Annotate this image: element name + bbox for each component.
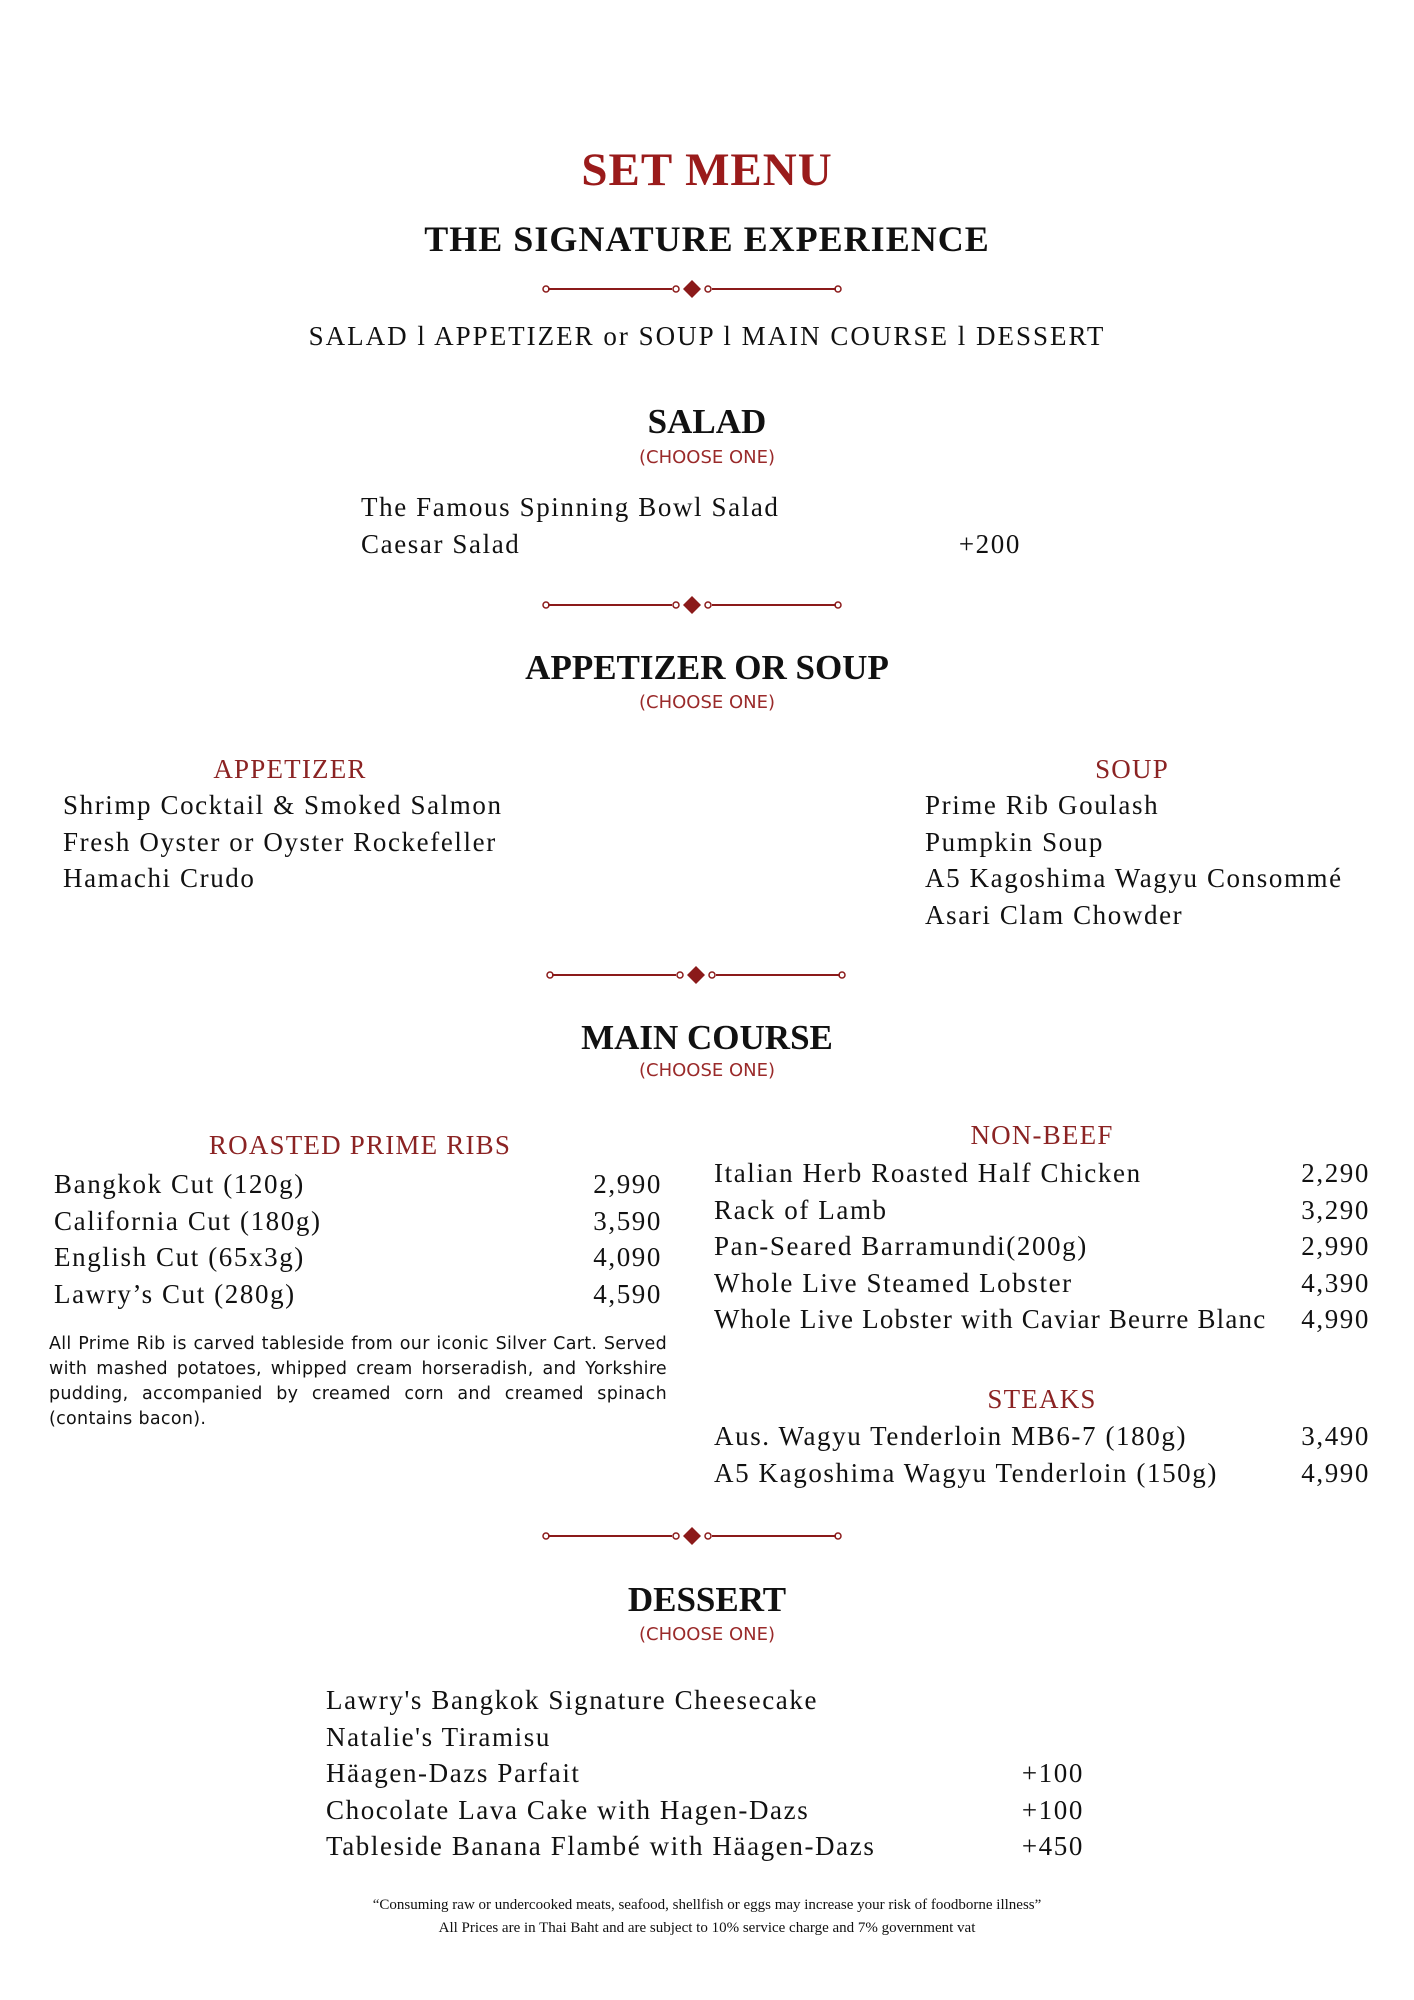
- item-name: Lawry's Bangkok Signature Cheesecake: [326, 1685, 819, 1715]
- prime-rib-note: All Prime Rib is carved tableside from our iconic Silver Cart. Served with mashed potatoes, whipped cream horseradish, and Yorkshire pudding, accompanied by creamed corn and creamed spinach (contains bacon).: [49, 1334, 667, 1429]
- appetizer-soup-heading: APPETIZER OR SOUP: [525, 648, 889, 687]
- salad-list: [361, 489, 1021, 562]
- list-item: Prime Rib Goulash: [925, 790, 1160, 820]
- item-name: Chocolate Lava Cake with Hagen-Dazs: [326, 1794, 810, 1825]
- appetizer-subheading: APPETIZER: [213, 754, 367, 784]
- list-item: [326, 1755, 1084, 1792]
- list-item: [54, 1239, 662, 1276]
- item-price: +200: [958, 528, 1021, 559]
- item-name: A5 Kagoshima Wagyu Tenderloin (150g): [714, 1457, 1218, 1488]
- list-item: Shrimp Cocktail & Smoked Salmon: [63, 790, 503, 820]
- list-item: Asari Clam Chowder: [925, 899, 1184, 930]
- salad-heading: SALAD: [647, 402, 767, 441]
- item-price: +450: [1021, 1831, 1084, 1861]
- dessert-choose-one: (CHOOSE ONE): [638, 1624, 775, 1645]
- ornament-divider-2: [542, 595, 842, 615]
- salad-choose-one: (CHOOSE ONE): [638, 447, 775, 468]
- item-price: +100: [1021, 1758, 1084, 1788]
- item-name: Natalie's Tiramisu: [326, 1721, 551, 1752]
- item-name: English Cut (65x3g): [54, 1242, 305, 1272]
- appetizer-soup-choose-one: (CHOOSE ONE): [638, 692, 775, 713]
- appetizer-list: [63, 787, 503, 897]
- item-name: Bangkok Cut (120g): [54, 1169, 305, 1199]
- item-name: Whole Live Steamed Lobster: [714, 1267, 1073, 1298]
- item-price: +100: [1021, 1794, 1084, 1825]
- item-name: Whole Live Lobster with Caviar Beurre Blanc: [714, 1304, 1267, 1334]
- list-item: Pumpkin Soup: [925, 826, 1104, 857]
- list-item: [326, 1719, 1084, 1756]
- item-name: Aus. Wagyu Tenderloin MB6-7 (180g): [714, 1421, 1188, 1451]
- list-item: [714, 1301, 1370, 1338]
- list-item: [714, 1228, 1370, 1265]
- item-price: 2,990: [593, 1169, 662, 1199]
- food-safety-disclaimer: “Consuming raw or undercooked meats, seafood, shellfish or eggs may increase your risk of foodborne illness”: [372, 1897, 1042, 1913]
- list-item: Fresh Oyster or Oyster Rockefeller: [63, 826, 497, 857]
- price-disclaimer: All Prices are in Thai Baht and are subject to 10% service charge and 7% government vat: [438, 1920, 976, 1936]
- item-price: 4,990: [1301, 1457, 1370, 1488]
- list-item: [361, 489, 1021, 526]
- item-price: 4,090: [593, 1242, 662, 1272]
- non-beef-list: [714, 1155, 1370, 1338]
- item-name: Pan-Seared Barramundi(200g): [714, 1231, 1088, 1261]
- list-item: [326, 1828, 1084, 1865]
- list-item: [54, 1203, 662, 1240]
- ornament-divider-4: [542, 1526, 842, 1546]
- dessert-list: [326, 1682, 1084, 1865]
- item-price: 2,290: [1301, 1158, 1370, 1188]
- list-item: [326, 1682, 1084, 1719]
- list-item: [54, 1166, 662, 1203]
- item-price: 2,990: [1301, 1231, 1370, 1261]
- list-item: Hamachi Crudo: [63, 863, 256, 893]
- item-price: 4,590: [593, 1278, 662, 1309]
- menu-subtitle: THE SIGNATURE EXPERIENCE: [424, 219, 990, 259]
- ornament-divider-1: [542, 279, 842, 299]
- list-item: A5 Kagoshima Wagyu Consommé: [925, 863, 1343, 893]
- menu-title: SET MENU: [581, 144, 833, 196]
- list-item: [714, 1455, 1370, 1492]
- list-item: [54, 1276, 662, 1313]
- item-price: 3,290: [1301, 1194, 1370, 1225]
- course-overview: SALAD l APPETIZER or SOUP l MAIN COURSE l DESSERT: [308, 321, 1106, 351]
- steaks-subheading: STEAKS: [987, 1384, 1097, 1414]
- item-price: 4,390: [1301, 1267, 1370, 1298]
- prime-ribs-subheading: ROASTED PRIME RIBS: [208, 1130, 512, 1160]
- main-course-heading: MAIN COURSE: [581, 1018, 833, 1057]
- list-item: [714, 1265, 1370, 1302]
- item-name: The Famous Spinning Bowl Salad: [361, 492, 780, 522]
- soup-list: [925, 787, 1343, 933]
- main-course-choose-one: (CHOOSE ONE): [638, 1060, 775, 1081]
- item-name: Häagen-Dazs Parfait: [326, 1758, 581, 1788]
- item-name: Rack of Lamb: [714, 1194, 888, 1225]
- list-item: [361, 526, 1021, 563]
- item-name: Italian Herb Roasted Half Chicken: [714, 1158, 1142, 1188]
- soup-subheading: SOUP: [1095, 754, 1169, 784]
- list-item: [714, 1418, 1370, 1455]
- item-price: 4,990: [1301, 1304, 1370, 1334]
- dessert-heading: DESSERT: [627, 1580, 787, 1619]
- list-item: [714, 1155, 1370, 1192]
- item-name: California Cut (180g): [54, 1205, 322, 1236]
- list-item: [326, 1792, 1084, 1829]
- item-name: Tableside Banana Flambé with Häagen-Dazs: [326, 1831, 876, 1861]
- non-beef-subheading: NON-BEEF: [970, 1120, 1114, 1150]
- steaks-list: [714, 1418, 1370, 1491]
- item-price: 3,590: [593, 1205, 662, 1236]
- item-name: Caesar Salad: [361, 528, 521, 559]
- item-name: Lawry’s Cut (280g): [54, 1278, 296, 1309]
- item-price: 3,490: [1301, 1421, 1370, 1451]
- prime-ribs-list: [54, 1166, 662, 1312]
- list-item: [714, 1192, 1370, 1229]
- ornament-divider-3: [546, 965, 846, 985]
